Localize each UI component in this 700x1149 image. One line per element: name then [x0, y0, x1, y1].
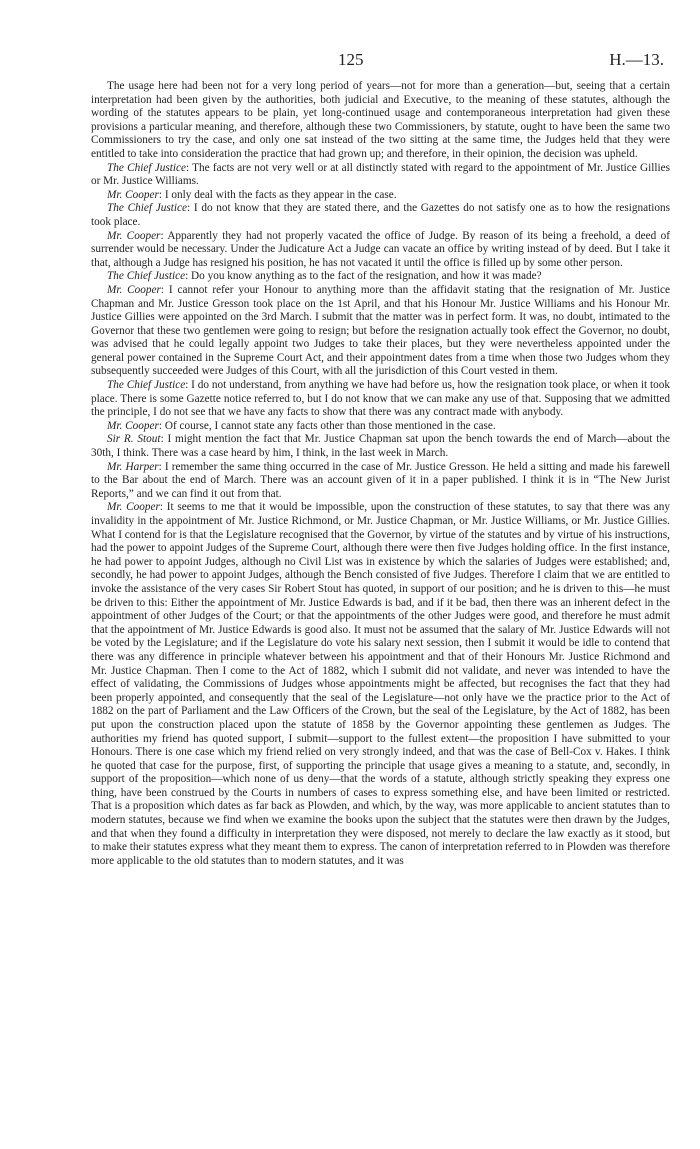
paragraph-text: : I might mention the fact that Mr. Justice Chapman sat upon the bench towards the end of March—about the 30th, I think. There was a case heard by him, I think, in the last week in March. [91, 433, 670, 460]
paragraph-text: : I cannot refer your Honour to anything more than the affidavit stating that the resignation of Mr. Justice Chapman and Mr. Justice Gresson took place on the 1st April, and that his Honour Mr. Justice Williams and his Honour Mr. Justice Gillies were appointed on the 3rd March. I submit that the matter was in perfect form. It was, no doubt, intimated to the Governor that these two gentlemen were going to resign; but before the resignation actually took effect the Governor, no doubt, was advised that he could legally appoint two Judges to take their places, but they were nevertheless appointed under the general power contained in the Supreme Court Act, and their appointment dates from a time when those two Judges whom they subsequently succeeded were Judges of this Court, with all the jurisdiction of this Court vested in them. [91, 283, 670, 378]
paragraph-text: : It seems to me that it would be impossible, upon the construction of these statutes, to say that there was any invalidity in the appointment of Mr. Justice Richmond, or Mr. Justice Chapman, or Mr. Justice Williams, or Mr. Justice Gillies. What I contend for is that the Legislature recognised that the Governor, by virtue of the statutes and by virtue of his instructions, had the power to appoint Judges of the Supreme Court, although there were then five Judges holding office. In the first instance, he had power to appoint Judges, although no Civil List was in existence by which the salaries of Judges were established; and, secondly, he had power to appoint Judges, although the Bench consisted of five Judges. Therefore I claim that we are entitled to invoke the assistance of the very cases Sir Robert Stout has quoted, in support of our position; and he is driven to this—he must be driven to this: Either the appointment of Mr. Justice Edwards is bad, and if it be bad, then there was an inherent defect in the appointment of other Judges of the Court; or that the appointments of the other Judges were good, and therefore he must admit that the appointment of Mr. Justice Edwards is good also. It must not be assumed that the salary of Mr. Justice Edwards will not be voted by the Legislature; and if the Legislature do vote his salary next session, then I submit it would be idle to contend that there was any difference in principle whatever between his appointment and that of their Honours Mr. Justice Richmond and Mr. Justice Chapman. Then I come to the Act of 1882, which I submit did not validate, and never was intended to have the effect of validating, the Commissions of Judges whose appointments might be affected, but recognises the fact that they had been properly appointed, and consequently that the seal of the Legislature—not only have we the practice prior to the Act of 1882 on the part of Parliament and the Law Officers of the Crown, but the seal of the Legislature, by the Act of 1882, has been put upon the construction placed upon the statute of 1858 by the Governor appointing these gentlemen as Judges. The authorities my friend has quoted support, I submit—support to the fullest extent—the proposition I have submitted to your Honours. There is one case which my friend relied on very strongly indeed, and that was the case of Bell-Cox v. Hakes. I think he quoted that case for the purpose, first, of supporting the principle that usage gives a meaning to a statute, and, secondly, in support of the proposition—which none of us deny—that the words of a statute, although strictly speaking they express one thing, have been construed by the Courts in numbers of cases to express something else, and have been limited or restricted. That is a proposition which dates as far back as Plowden, and which, by the way, was more applicable to ancient statutes than to modern statutes, because we find when we examine the books upon the subject that the statutes were then drawn by the Judges, and that when they found a difficulty in interpretation they were disposed, not merely to declare the law exactly as it stood, but to make their statutes express what they meant them to express. The canon of interpretation referred to in Plowden was therefore more applicable to the old statutes than to modern statutes, and it was [91, 501, 670, 867]
paragraph-text: : Of course, I cannot state any facts other than those mentioned in the case. [158, 419, 496, 432]
speaker-name: Mr. Harper [107, 460, 159, 473]
paragraph [91, 162, 670, 189]
body-text [91, 80, 670, 868]
paragraph-text: : I do not know that they are stated there, and the Gazettes do not satisfy one as to how the resignations took place. [91, 202, 670, 228]
speaker-name: Mr. Cooper [107, 188, 159, 201]
paragraph-text: : Apparently they had not properly vacated the office of Judge. By reason of its being a freehold, a deed of surrender would be necessary. Under the Judicature Act a Judge can vacate an office by writing instead of by deed. But I take it that, although a Judge has resigned his position, he has not vacated it until the office is filled up by some other person. [91, 229, 670, 269]
document-reference: H.—13. [609, 50, 664, 69]
paragraph-text: : I do not understand, from anything we have had before us, how the resignation took place, or when it took place. There is some Gazette notice referred to, but I do not know that we can make any use of that. Supposing that we admitted the principle, I do not see that we have any facts to show that there was any contract made with anybody. [91, 379, 670, 419]
page-number: 125 [338, 50, 364, 69]
paragraph [91, 202, 670, 229]
paragraph-text: The usage here had been not for a very long period of years—not for more than a generation—but, seeing that a certain interpretation had been given by the authorities, both judicial and Executive, to the meaning of these statutes, although the wording of the statutes appears to be plain, yet long-continued usage and contemporaneous interpretation had given these provisions a particular meaning, and therefore, although these two Commissioners, by statute, ought to have been the same two Commissioners to try the case, and only one sat instead of the two sitting at the same time, the Judges held that they were entitled to take into consideration the practice that had grown up; and therefore, in their opinion, the decision was upheld. [91, 80, 670, 160]
page-header [0, 50, 700, 74]
paragraph [91, 501, 670, 868]
paragraph [91, 80, 670, 162]
speaker-name: Mr. Cooper [107, 419, 159, 432]
paragraph-text: : The facts are not very well or at all distinctly stated with regard to the appointment of Mr. Justice Gillies or Mr. Justice Williams. [91, 161, 670, 188]
paragraph [91, 270, 670, 284]
paragraph-text: : I remember the same thing occurred in the case of Mr. Justice Gresson. He held a sitting and made his farewell to the Bar about the end of March. There was an account given of it in a paper published. I think it is in “The New Jurist Reports,” and we can find it out from that. [91, 460, 670, 500]
paragraph [91, 379, 670, 420]
speaker-name: The Chief Justice [107, 379, 186, 392]
speaker-name: The Chief Justice [107, 202, 187, 215]
paragraph [91, 189, 670, 203]
paragraph [91, 433, 670, 460]
speaker-name: The Chief Justice [107, 161, 186, 174]
paragraph-text: : I only deal with the facts as they appear in the case. [158, 188, 397, 201]
paragraph [91, 461, 670, 502]
speaker-name: The Chief Justice [107, 270, 186, 283]
paragraph [91, 284, 670, 379]
speaker-name: Sir R. Stout [107, 433, 161, 446]
speaker-name: Mr. Cooper [107, 229, 161, 242]
paragraph [91, 420, 670, 434]
paragraph [91, 230, 670, 271]
speaker-name: Mr. Cooper [107, 283, 161, 296]
paragraph-text: : Do you know anything as to the fact of the resignation, and how it was made? [185, 270, 542, 283]
speaker-name: Mr. Cooper [107, 501, 160, 514]
